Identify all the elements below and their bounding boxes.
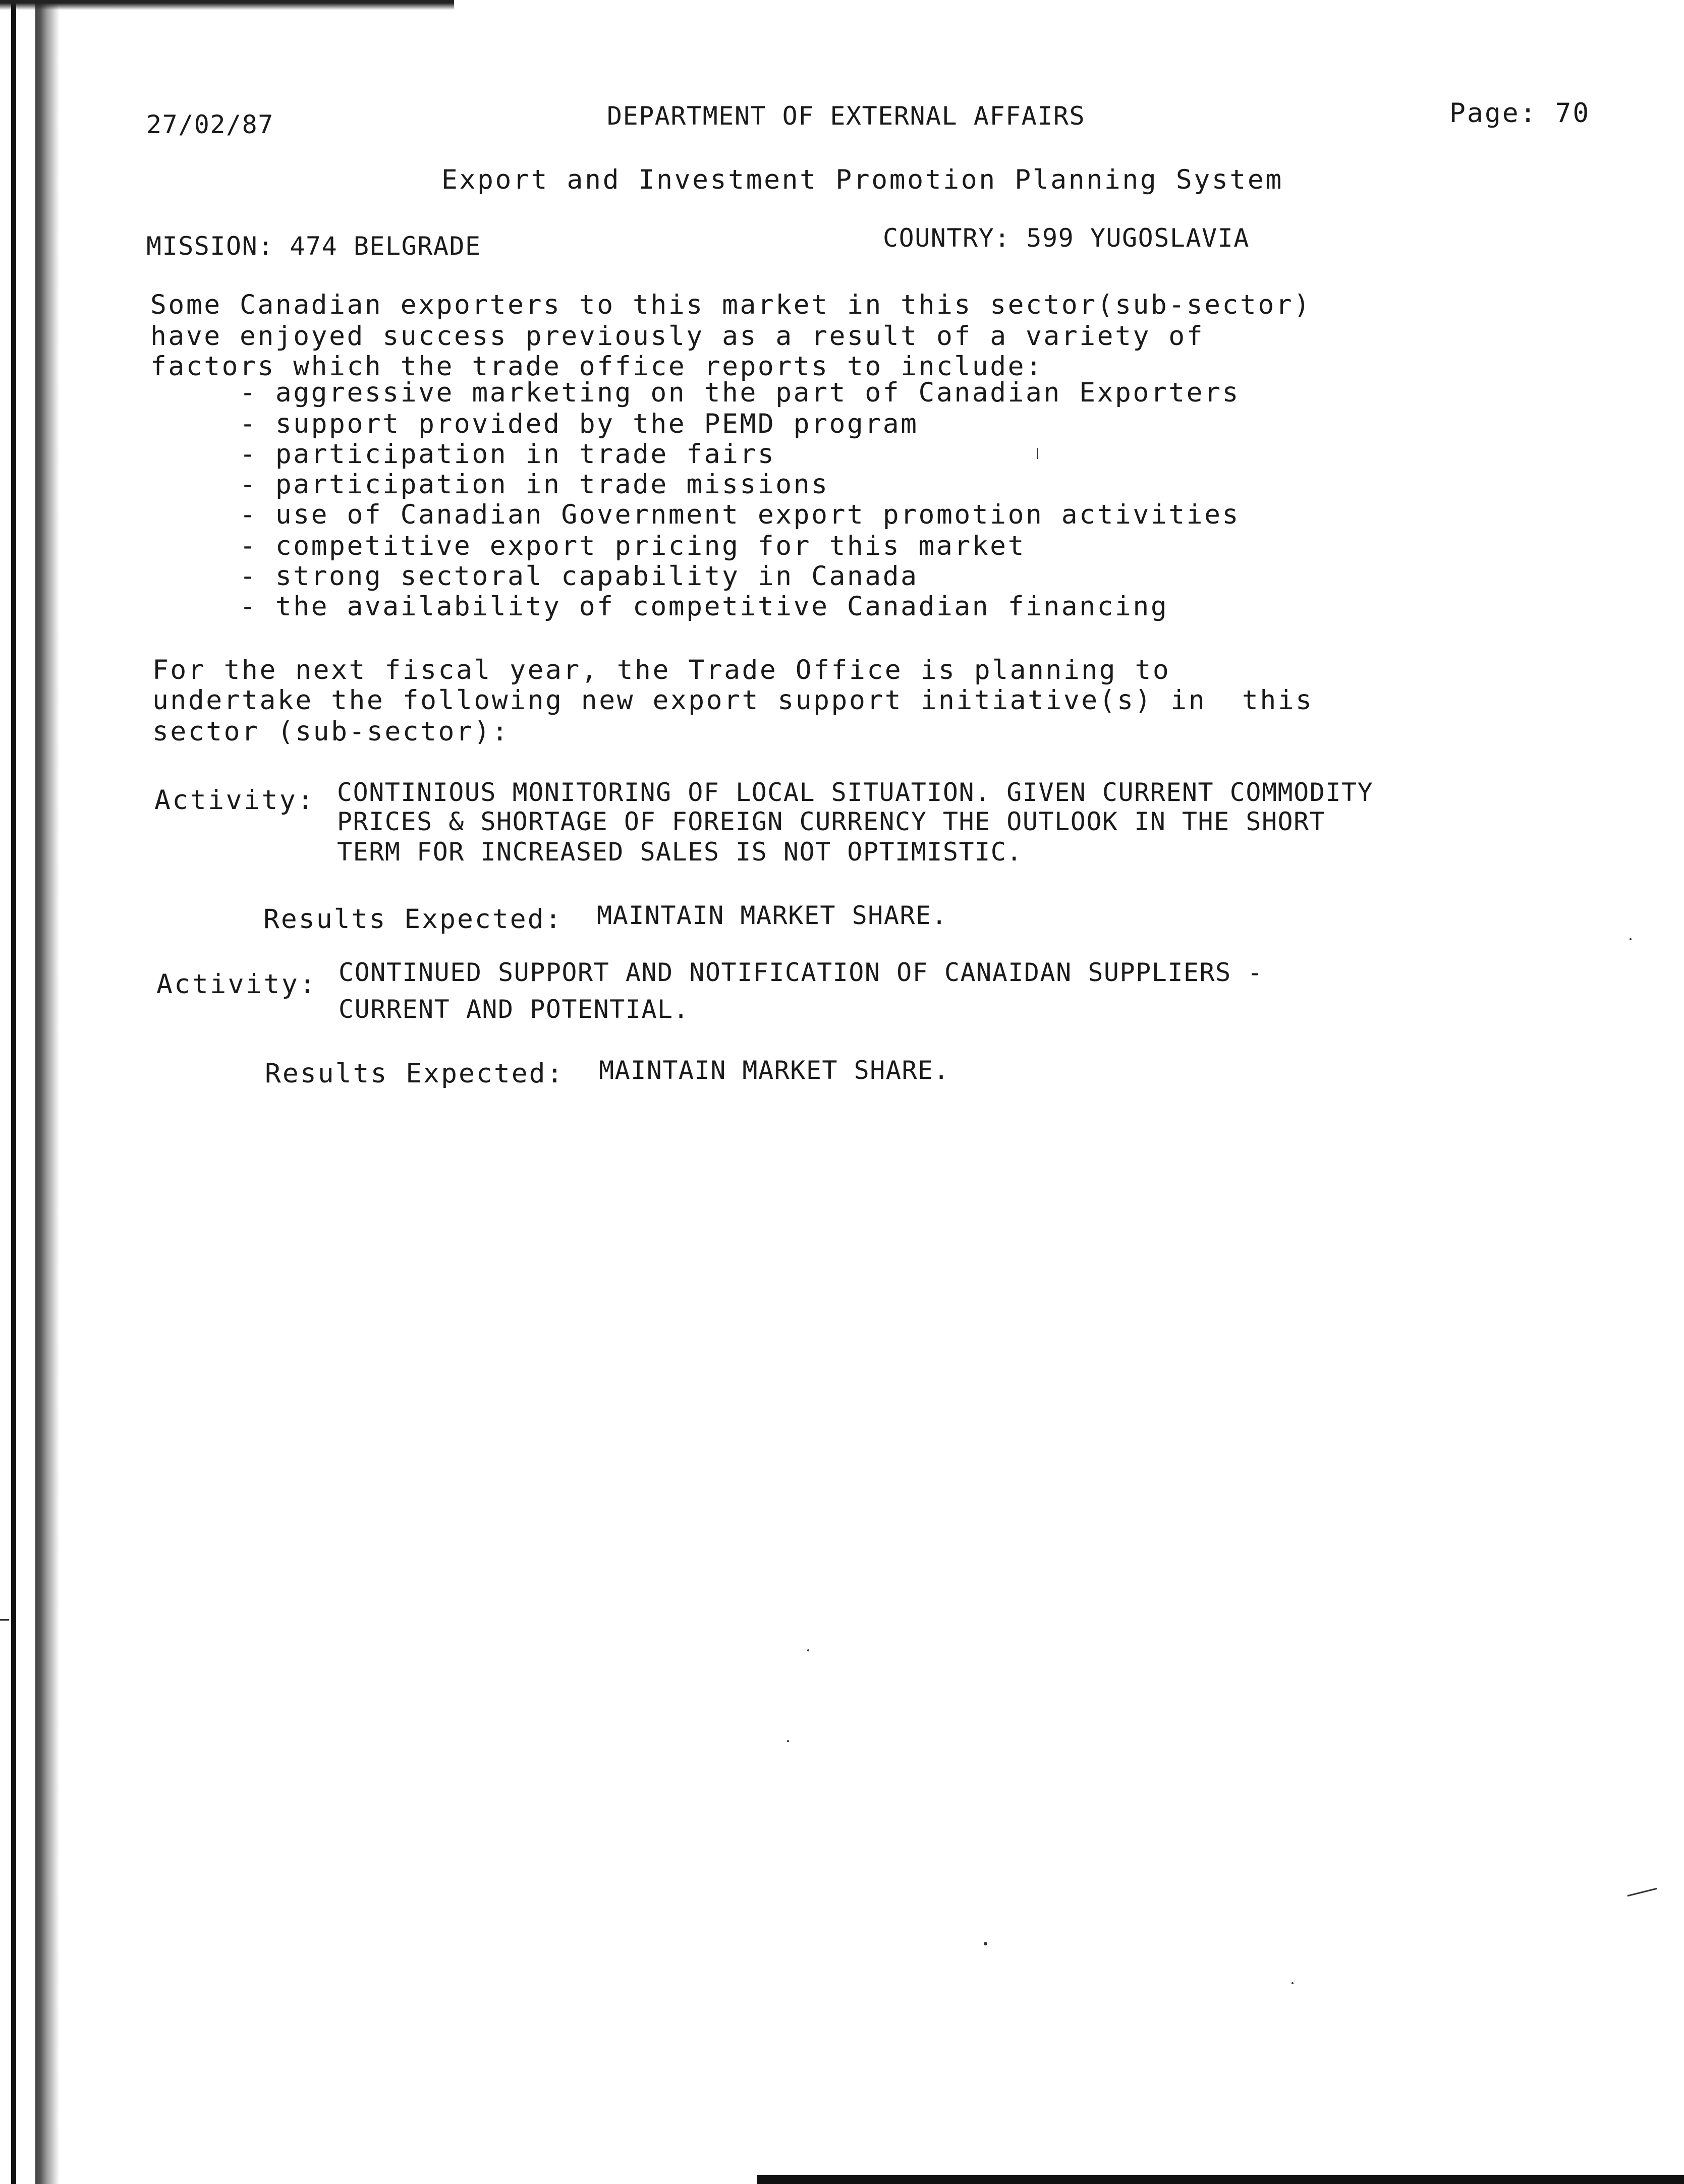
scan-mark bbox=[1037, 448, 1038, 459]
plan-line-2: undertake the following new export support initiative(s) in this bbox=[152, 685, 1314, 716]
factor-item-3: - participation in trade fairs bbox=[240, 439, 776, 470]
header-date: 27/02/87 bbox=[146, 110, 274, 139]
activity-2-line-2: CURRENT AND POTENTIAL. bbox=[339, 995, 690, 1024]
mission-label: MISSION: 474 BELGRADE bbox=[146, 232, 481, 261]
factor-item-6: - competitive export pricing for this market bbox=[240, 531, 1026, 561]
activity-2-results-value: MAINTAIN MARKET SHARE. bbox=[599, 1056, 950, 1085]
activity-1-line-3: TERM FOR INCREASED SALES IS NOT OPTIMISTIC. bbox=[337, 837, 1023, 867]
activity-2-label: Activity: bbox=[156, 969, 317, 1000]
intro-line-1: Some Canadian exporters to this market in this sector(sub-sector) bbox=[150, 290, 1312, 320]
scan-top-shadow bbox=[0, 0, 454, 10]
scan-binding-edge bbox=[0, 0, 66, 2184]
plan-line-1: For the next fiscal year, the Trade Office is planning to bbox=[152, 655, 1171, 685]
factor-item-7: - strong sectoral capability in Canada bbox=[240, 561, 919, 592]
factor-item-1: - aggressive marketing on the part of Canadian Exporters bbox=[240, 377, 1240, 408]
country-label: COUNTRY: 599 YUGOSLAVIA bbox=[883, 223, 1250, 253]
header-department: DEPARTMENT OF EXTERNAL AFFAIRS bbox=[607, 101, 1086, 131]
activity-1-line-2: PRICES & SHORTAGE OF FOREIGN CURRENCY THE OUTLOOK IN THE SHORT bbox=[337, 807, 1326, 836]
header-page-number: Page: 70 bbox=[1449, 98, 1591, 129]
factor-item-4: - participation in trade missions bbox=[240, 469, 829, 500]
plan-line-3: sector (sub-sector): bbox=[152, 716, 510, 747]
scan-mark bbox=[1627, 1888, 1657, 1896]
scan-mark bbox=[0, 1619, 9, 1621]
activity-1-results-value: MAINTAIN MARKET SHARE. bbox=[597, 901, 948, 930]
activity-1-line-1: CONTINIOUS MONITORING OF LOCAL SITUATION. GIVEN CURRENT COMMODITY bbox=[337, 778, 1374, 807]
factor-item-5: - use of Canadian Government export promotion activities bbox=[240, 499, 1240, 530]
activity-2-results-label: Results Expected: bbox=[265, 1058, 565, 1089]
intro-line-2: have enjoyed success previously as a result of a variety of bbox=[150, 321, 1205, 352]
scan-speck bbox=[1292, 1982, 1294, 1984]
factor-item-2: - support provided by the PEMD program bbox=[240, 409, 919, 439]
factor-item-8: - the availability of competitive Canadian financing bbox=[240, 591, 1169, 622]
activity-2-line-1: CONTINUED SUPPORT AND NOTIFICATION OF CANAIDAN SUPPLIERS - bbox=[339, 958, 1263, 987]
activity-1-label: Activity: bbox=[154, 785, 315, 816]
scan-speck bbox=[807, 1649, 809, 1651]
intro-line-3: factors which the trade office reports to include: bbox=[150, 351, 1044, 382]
system-title: Export and Investment Promotion Planning System bbox=[441, 164, 1283, 195]
scan-speck bbox=[984, 1942, 987, 1945]
scan-speck bbox=[787, 1740, 789, 1742]
activity-1-results-label: Results Expected: bbox=[263, 904, 563, 935]
scan-bottom-shadow bbox=[757, 2175, 1684, 2184]
scan-speck bbox=[1630, 938, 1632, 940]
